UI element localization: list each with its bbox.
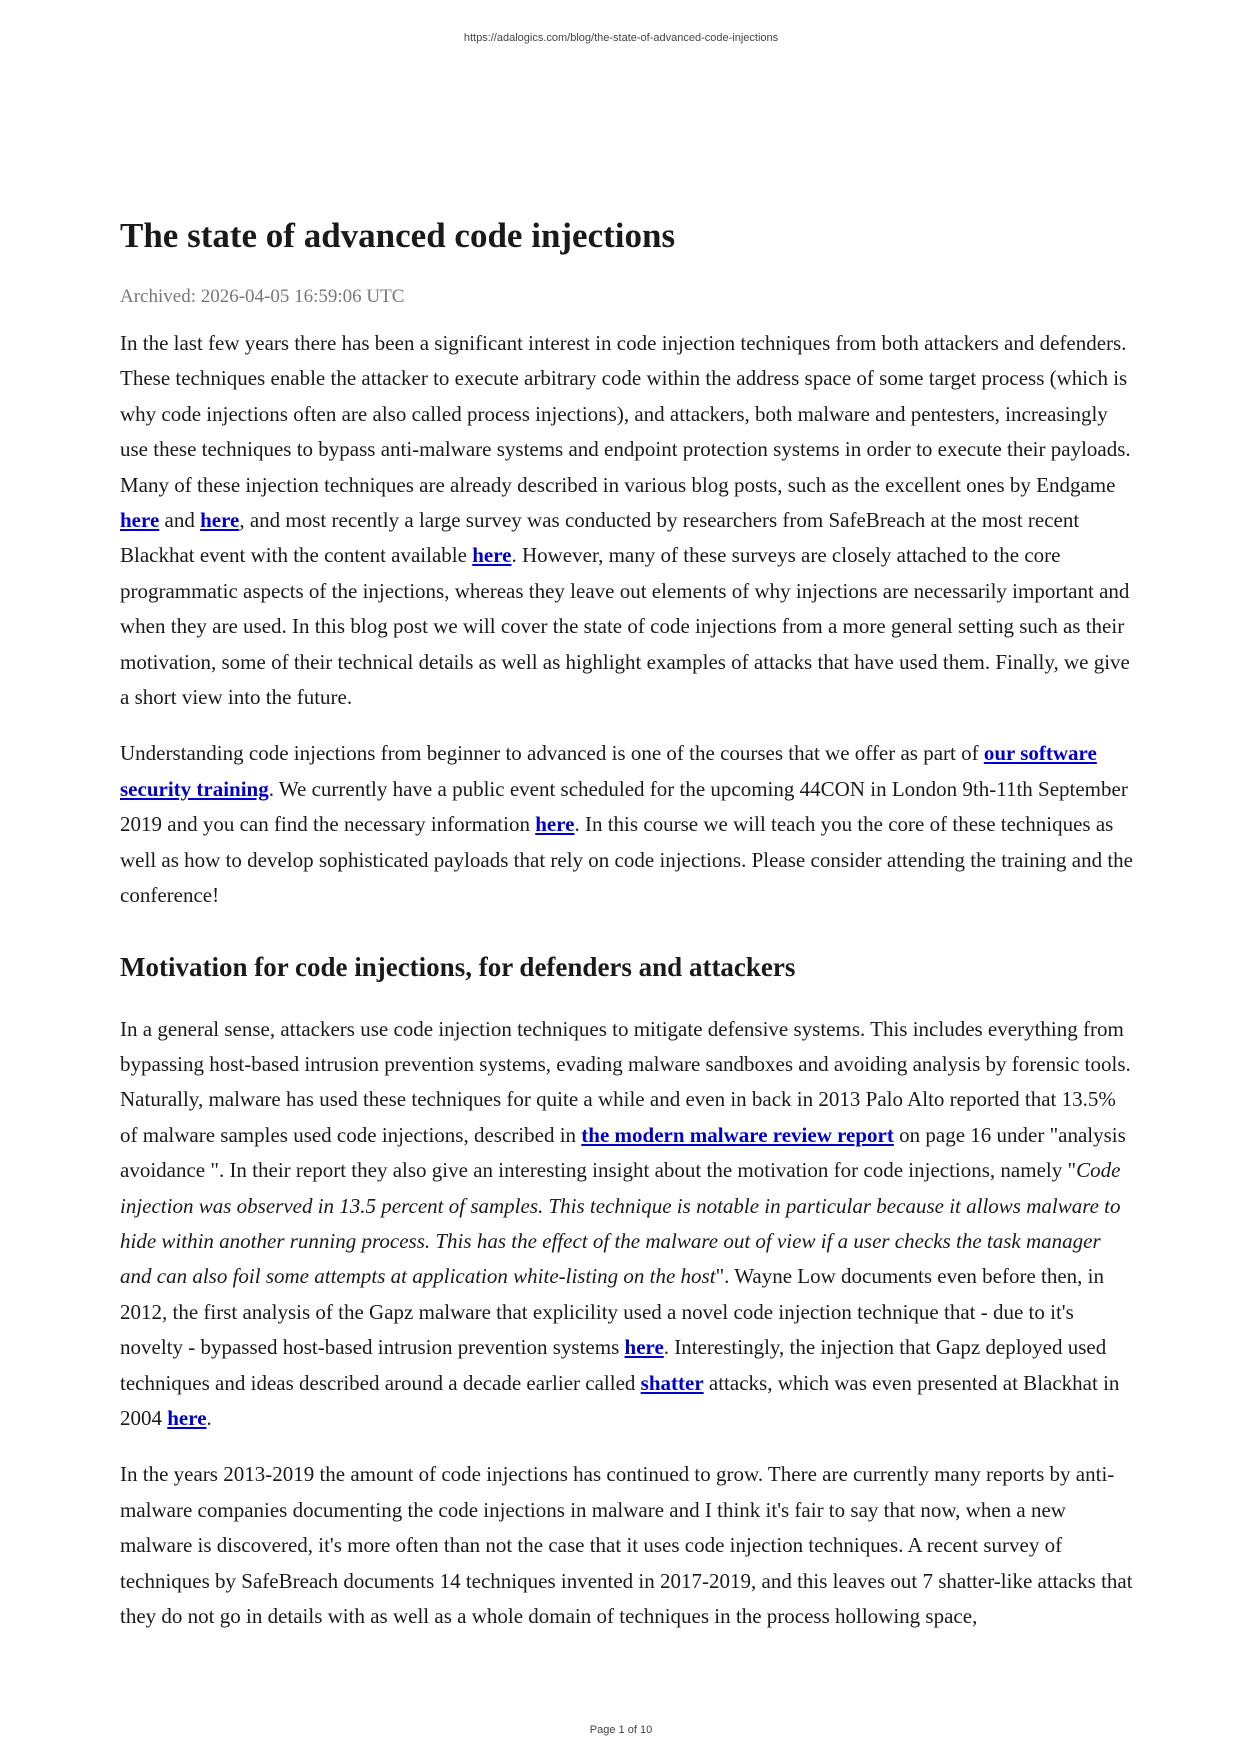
malware-report-link[interactable]: the modern malware review report bbox=[581, 1122, 894, 1147]
text: on page 16 under "analysis avoidance ". In their report they also give an interesting insight about the motivation for code injections, namely " bbox=[120, 1122, 1126, 1183]
text: and bbox=[159, 508, 201, 533]
section-heading: Motivation for code injections, for defenders and attackers bbox=[120, 951, 796, 982]
quote: Code injection was observed in 13.5 percent of samples. This technique is notable in particular because it allows malware to hide within another running process. This has the effect of the malware out of view if a user checks the task manager and can also foil some attempts at application white-listing on the host bbox=[120, 1158, 1121, 1289]
archived-timestamp: Archived: 2026-04-05 16:59:06 UTC bbox=[120, 286, 405, 307]
text: ". Wayne Low documents even before then, in 2012, the first analysis of the Gapz malware that explicility used a novel code injection technique that - due to it's novelty - bypassed host-based intrusion prevention systems bbox=[120, 1264, 1105, 1360]
safebreach-link[interactable]: here bbox=[472, 543, 512, 568]
text: . We currently have a public event scheduled for the upcoming 44CON in London 9th-11th September 2019 and you can find the necessary information bbox=[120, 776, 1128, 837]
article-title: The state of advanced code injections bbox=[120, 216, 676, 255]
text: , and most recently a large survey was conducted by researchers from SafeBreach at the most recent Blackhat event with the content available bbox=[120, 508, 1080, 568]
gapz-link[interactable]: here bbox=[624, 1335, 664, 1360]
text: In the last few years there has been a significant interest in code injection techniques from both attackers and defenders. These techniques enable the attacker to execute arbitrary code within the address space of some target process (which is why code injections often are also called process injections), and attackers, both malware and pentesters, increasingly use these techniques to bypass anti-malware systems and endpoint protection systems in order to execute their payloads. Many of these injection techniques are already described in various blog posts, such as the excellent ones by Endgame bbox=[120, 331, 1131, 497]
endgame-link-1[interactable]: here bbox=[120, 508, 160, 533]
text: . bbox=[206, 1405, 212, 1430]
training-link[interactable]: our software security training bbox=[120, 741, 1097, 801]
endgame-link-2[interactable]: here bbox=[200, 508, 240, 533]
page-number: Page 1 of 10 bbox=[589, 1724, 653, 1736]
text: . However, many of these surveys are closely attached to the core programmatic aspects of the injections, whereas they leave out elements of why injections are necessarily important and when they are used. In this blog post we will cover the state of code injections from a more general setting such as their motivation, some of their technical details as well as highlight examples of attacks that have used them. Finally, we give a short view into the future. bbox=[120, 543, 1130, 710]
blackhat-2004-link[interactable]: here bbox=[167, 1405, 207, 1430]
text: . In this course we will teach you the core of these techniques as well as how to develop sophisticated payloads that rely on code injections. Please consider attending the training and the conference! bbox=[120, 812, 1133, 908]
page-url: https://adalogics.com/blog/the-state-of-advanced-code-injections bbox=[463, 32, 779, 44]
shatter-link[interactable]: shatter bbox=[640, 1370, 704, 1395]
text: . Interestingly, the injection that Gapz deployed used techniques and ideas described around a decade earlier called bbox=[120, 1335, 1107, 1395]
text: In a general sense, attackers use code injection techniques to mitigate defensive systems. This includes everything from bypassing host-based intrusion prevention systems, evading malware sandboxes and avoiding analysis by forensic tools. Naturally, malware has used these techniques for quite a while and even in back in 2013 Palo Alto reported that 13.5% of malware samples used code injections, described in bbox=[120, 1016, 1131, 1147]
paragraph-intro bbox=[120, 326, 1136, 715]
text: Understanding code injections from beginner to advanced is one of the courses that we offer as part of bbox=[120, 741, 984, 766]
text: attacks, which was even presented at Blackhat in 2004 bbox=[120, 1370, 1120, 1430]
text: In the years 2013-2019 the amount of code injections has continued to grow. There are currently many reports by anti-malware companies documenting the code injections in malware and I think it's fair to say that now, when a new malware is discovered, it's more often than not the case that it uses code injection techniques. A recent survey of techniques by SafeBreach documents 14 techniques invented in 2017-2019, and this leaves out 7 shatter-like attacks that they do not go in details with as well as a whole domain of techniques in the process hollowing space, bbox=[120, 1462, 1133, 1628]
paragraph-training bbox=[120, 736, 1136, 913]
paragraph-growth bbox=[120, 1457, 1136, 1634]
article bbox=[120, 212, 1136, 1655]
44con-link[interactable]: here bbox=[535, 812, 575, 837]
paragraph-motivation bbox=[120, 1012, 1136, 1437]
